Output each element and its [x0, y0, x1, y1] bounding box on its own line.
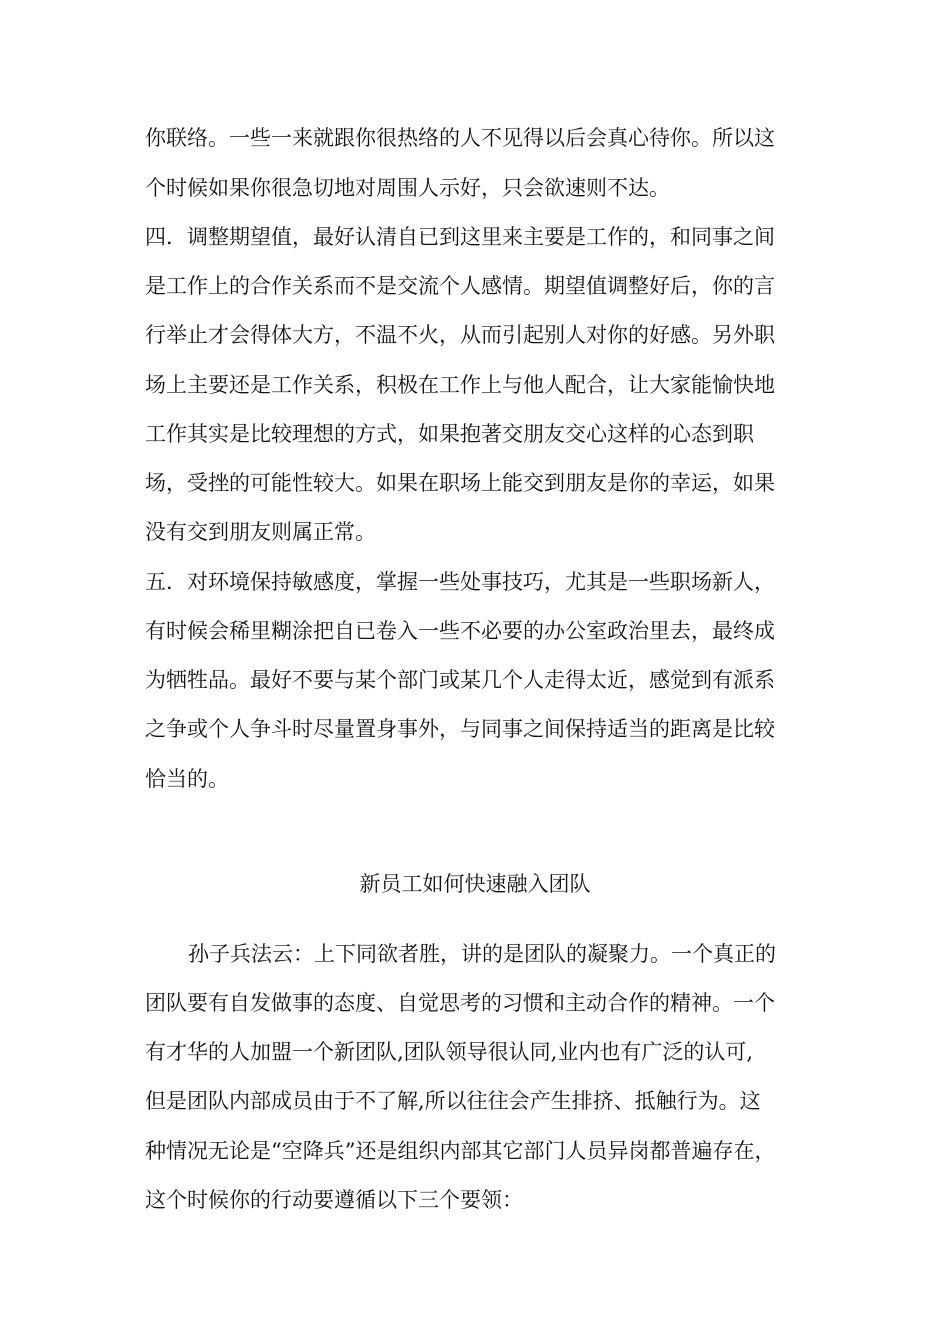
- paragraph-line: 行举止才会得体大方，不温不火，从而引起别人对你的好感。另外职: [145, 323, 775, 347]
- paragraph-line: 之争或个人争斗时尽量置身事外，与同事之间保持适当的距离是比较: [145, 717, 775, 741]
- paragraph-line: 团队要有自发做事的态度、自觉思考的习惯和主动合作的精神。一个: [145, 991, 775, 1015]
- paragraph-line: 工作其实是比较理想的方式，如果抱著交朋友交心这样的心态到职: [145, 422, 754, 446]
- paragraph-line: 四．调整期望值，最好认清自已到这里来主要是工作的，和同事之间: [145, 225, 775, 249]
- paragraph-line: 五．对环境保持敏感度，掌握一些处事技巧，尤其是一些职场新人，: [145, 570, 775, 594]
- paragraph-line: 种情况无论是“空降兵”还是组织内部其它部门人员异岗都普遍存在，: [145, 1139, 776, 1163]
- paragraph-line: 有时候会稀里糊涂把自已卷入一些不必要的办公室政治里去，最终成: [145, 619, 775, 643]
- paragraph-line: 为牺牲品。最好不要与某个部门或某几个人走得太近，感觉到有派系: [145, 668, 775, 692]
- paragraph-line: 场上主要还是工作关系，积极在工作上与他人配合，让大家能愉快地: [145, 373, 775, 397]
- paragraph-line: 是工作上的合作关系而不是交流个人感情。期望值调整好后，你的言: [145, 274, 775, 298]
- paragraph-line: 恰当的。: [145, 767, 229, 791]
- section-title: 新员工如何快速融入团队: [359, 872, 591, 896]
- paragraph-line: 个时候如果你很急切地对周围人示好，只会欲速则不达。: [145, 176, 670, 200]
- paragraph-line: 这个时候你的行动要遵循以下三个要领：: [145, 1188, 523, 1212]
- paragraph-line: 有才华的人加盟一个新团队,团队领导很认同,业内也有广泛的认可,: [145, 1040, 754, 1064]
- paragraph-line: 没有交到朋友则属正常。: [145, 520, 376, 544]
- paragraph-line: 孙子兵法云：上下同欲者胜，讲的是团队的凝聚力。一个真正的: [188, 942, 776, 966]
- paragraph-line: 但是团队内部成员由于不了解,所以往往会产生排挤、抵触行为。这: [145, 1089, 761, 1113]
- paragraph-line: 你联络。一些一来就跟你很热络的人不见得以后会真心待你。所以这: [145, 126, 775, 150]
- paragraph-line: 场，受挫的可能性较大。如果在职场上能交到朋友是你的幸运，如果: [145, 471, 775, 495]
